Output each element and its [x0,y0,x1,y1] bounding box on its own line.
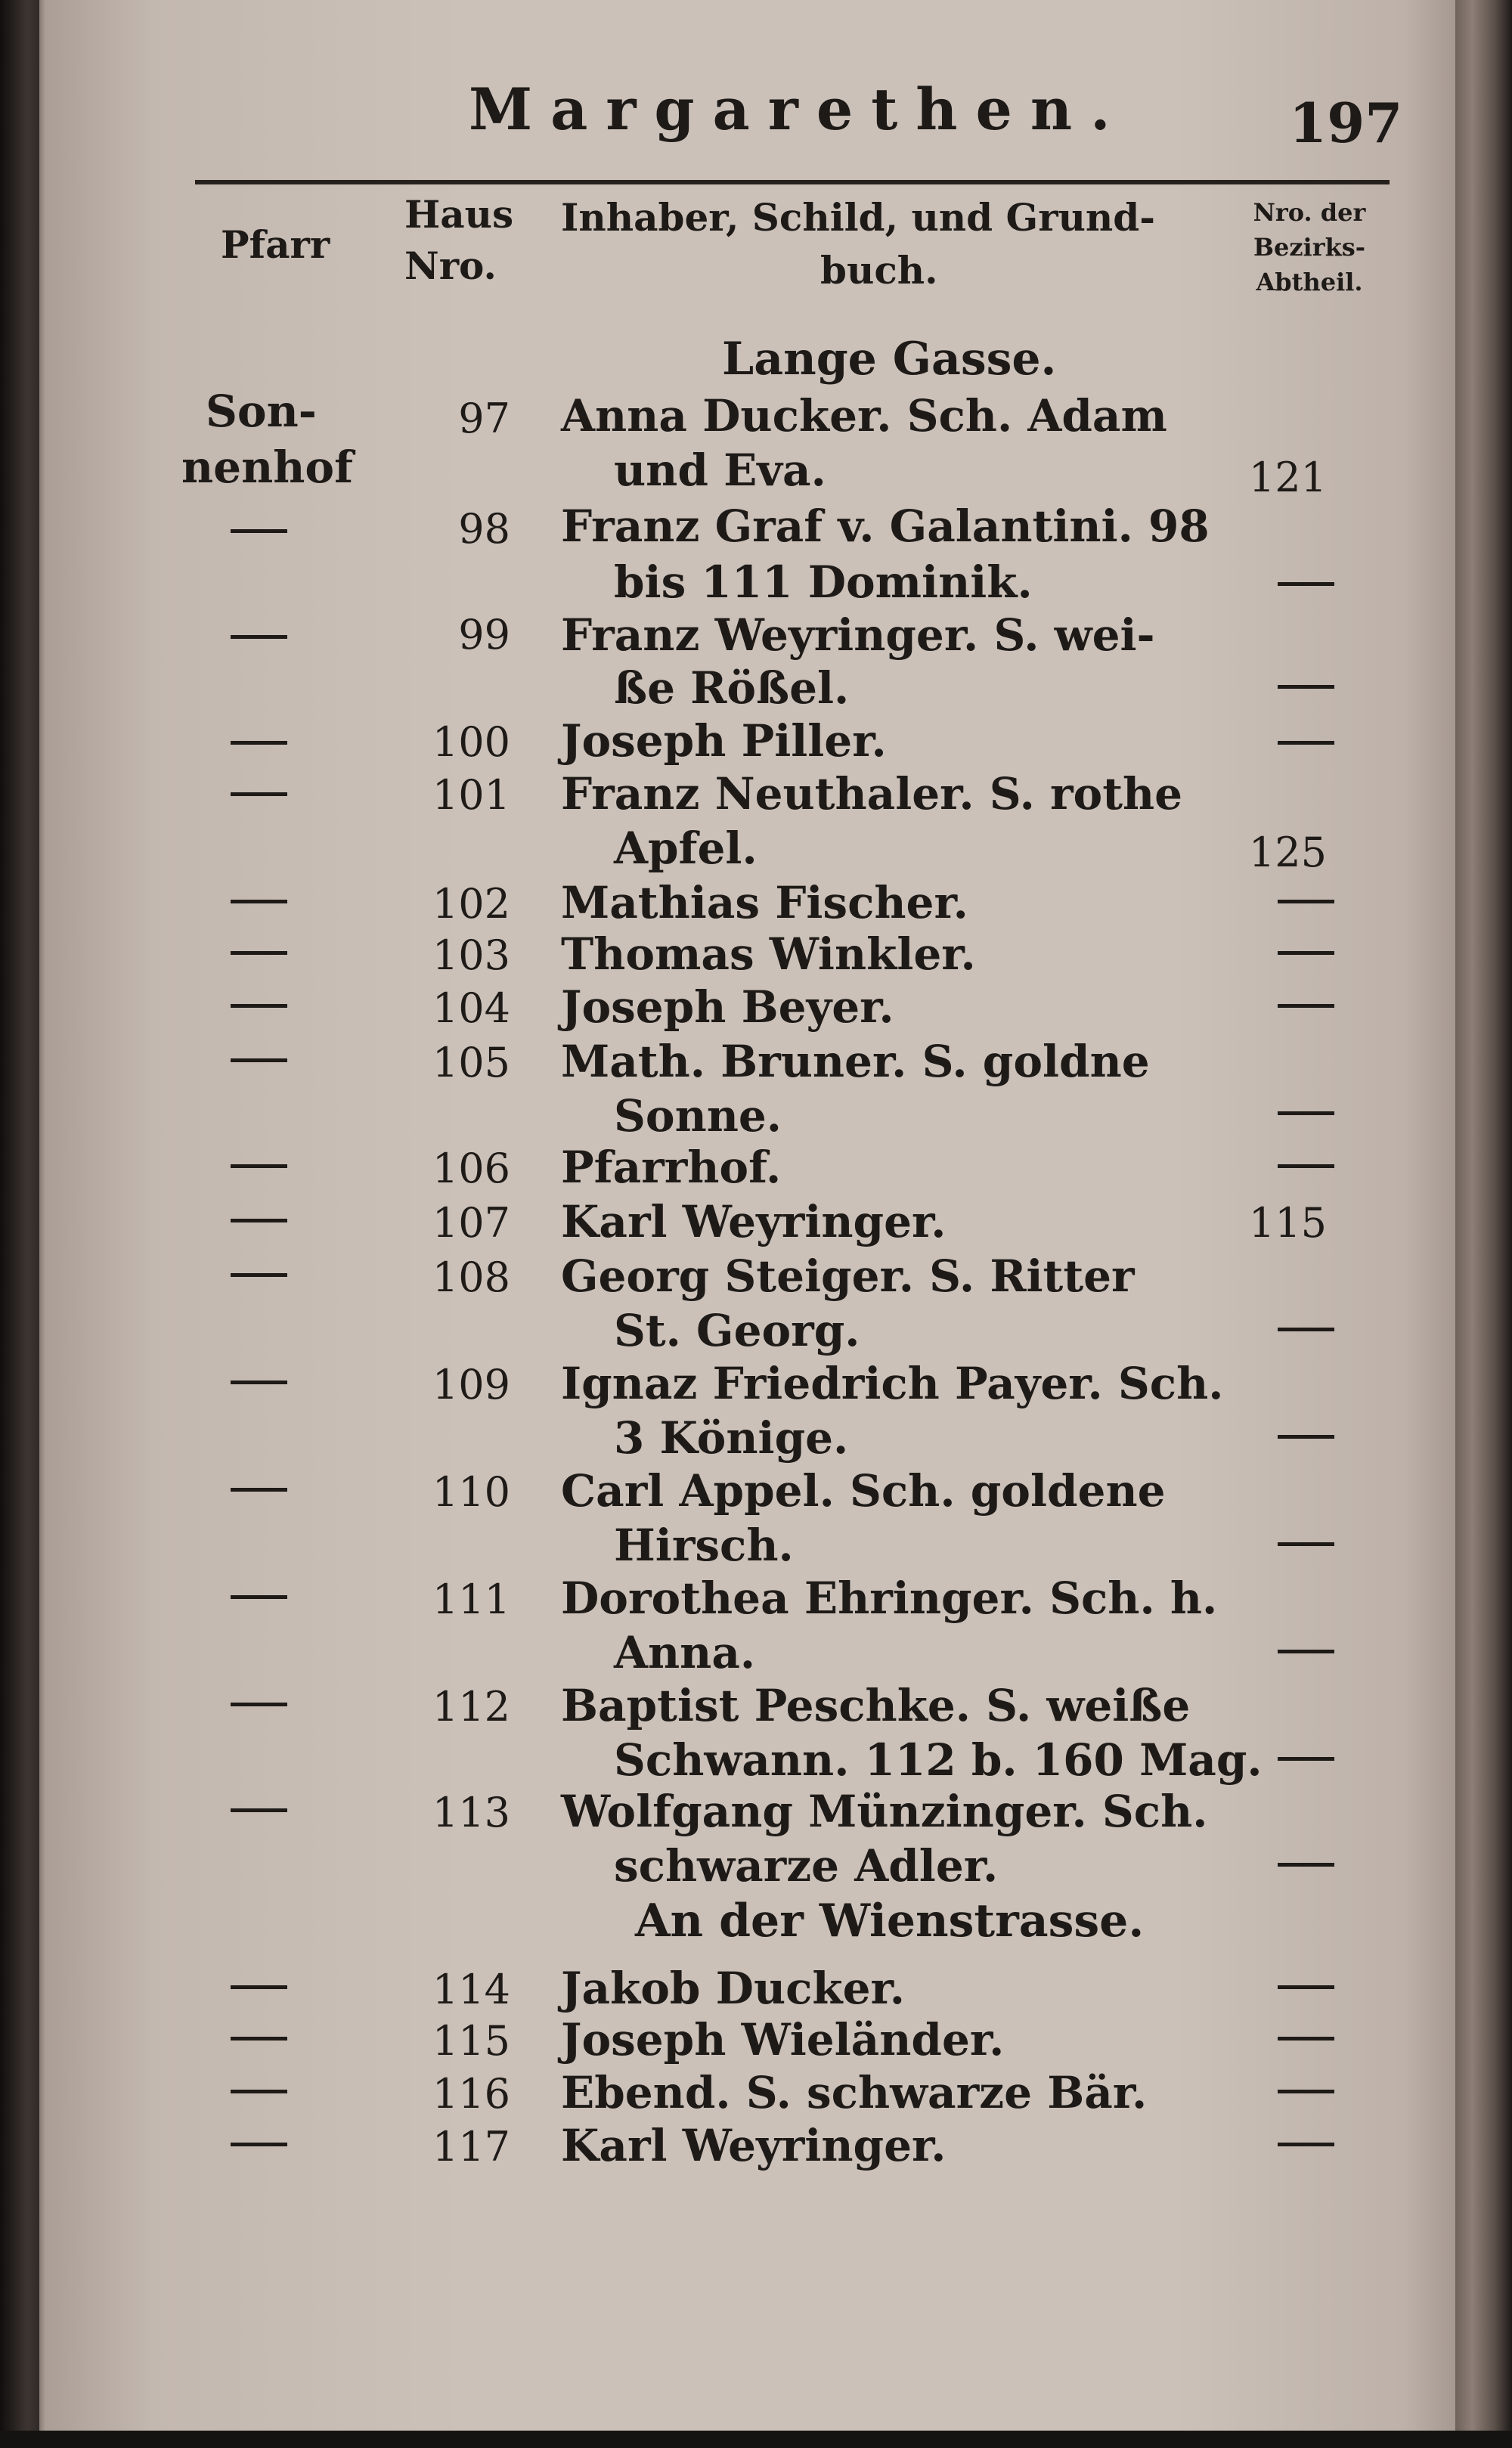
entry-text: Ignaz Friedrich Payer. Sch. [561,1358,1224,1409]
header-rule-top [195,180,1390,184]
ditto-dash [1278,1164,1334,1168]
ditto-dash [1278,1328,1334,1331]
entry-text: Karl Weyringer. [561,1196,947,1247]
entry-text: schwarze Adler. [614,1840,999,1892]
entry-text: Karl Weyringer. [561,2120,947,2171]
ditto-dash [231,1703,287,1706]
ditto-dash [1278,1985,1334,1989]
house-number: 116 [432,2070,510,2118]
entry-text: Ebend. S. schwarze Bär. [561,2067,1148,2118]
house-number: 117 [432,2123,510,2171]
entry-text: Schwann. 112 b. 160 Mag. [614,1734,1263,1786]
house-number: 114 [432,1966,510,2013]
ditto-dash [231,1595,287,1599]
house-number: 115 [432,2017,510,2065]
entry-text: Pfarrhof. [561,1142,782,1193]
column-head-inhaber-2: buch. [820,248,938,293]
ditto-dash [231,792,287,796]
entry-text: Wolfgang Münzinger. Sch. [561,1786,1208,1837]
house-number: 110 [432,1468,510,1516]
ditto-dash [1278,1111,1334,1115]
entry-text: bis 111 Dominik. [614,556,1033,608]
entry-text: ße Rößel. [614,662,850,714]
ditto-dash [231,1380,287,1384]
house-number: 113 [432,1789,510,1836]
house-number: 105 [432,1039,510,1086]
house-number: 103 [432,931,510,979]
ditto-dash [231,951,287,955]
ditto-dash [231,635,287,639]
ditto-dash [1278,1757,1334,1761]
entry-text: Franz Neuthaler. S. rothe [561,768,1183,820]
column-head-bezirk-3: Abtheil. [1256,268,1363,296]
ditto-dash [231,1488,287,1492]
house-number: 101 [432,771,510,819]
ditto-dash [231,1273,287,1277]
district-number: 115 [1248,1199,1327,1247]
ditto-dash [231,1985,287,1989]
entry-text: Anna. [614,1627,756,1678]
ditto-dash [1278,741,1334,745]
ditto-dash [1278,2143,1334,2146]
entry-text: Joseph Beyer. [561,981,894,1033]
entry-text: Baptist Peschke. S. weiße [561,1680,1191,1731]
ditto-dash [1278,951,1334,955]
ditto-dash [1278,1863,1334,1867]
ditto-dash [231,2037,287,2041]
column-head-haus-2: Nro. [404,243,497,288]
section-heading-wienstrasse: An der Wienstrasse. [635,1895,1145,1948]
entry-text: Franz Weyringer. S. wei- [561,609,1155,661]
ditto-dash [1278,1650,1334,1653]
house-number: 106 [432,1145,510,1192]
ditto-dash [231,529,287,533]
ditto-dash [1278,2037,1334,2041]
pfarr-name-2: nenhof [181,442,354,493]
entry-text: Anna Ducker. Sch. Adam [561,390,1167,442]
entry-text: Sonne. [614,1090,782,1142]
district-number: 125 [1248,829,1327,876]
running-head: Margarethen. [469,76,1129,143]
ditto-dash [231,1808,287,1812]
page-number: 197 [1289,91,1403,155]
house-number: 102 [432,880,510,928]
ditto-dash [1278,1542,1334,1546]
entry-text: Georg Steiger. S. Ritter [561,1250,1135,1302]
ditto-dash [231,1004,287,1008]
ditto-dash [231,2090,287,2093]
house-number: 107 [432,1199,510,1247]
ditto-dash [231,1164,287,1168]
entry-text: Thomas Winkler. [561,928,976,980]
column-head-inhaber-1: Inhaber, Schild, und Grund- [561,195,1155,240]
section-heading-lange-gasse: Lange Gasse. [722,333,1057,386]
house-number: 112 [432,1683,510,1731]
house-number: 104 [432,984,510,1032]
entry-text: und Eva. [614,445,826,496]
page-edge [1455,0,1512,2448]
ditto-dash [231,741,287,745]
house-number: 109 [432,1361,510,1408]
house-number: 98 [458,505,510,553]
entry-text: Franz Graf v. Galantini. 98 [561,500,1210,552]
ditto-dash [231,900,287,903]
house-number: 99 [458,611,510,658]
column-head-bezirk-2: Bezirks- [1253,233,1366,262]
entry-text: Apfel. [614,823,758,874]
ditto-dash [1278,1435,1334,1439]
entry-text: St. Georg. [614,1305,860,1356]
ditto-dash [1278,900,1334,903]
pfarr-name-1: Son- [206,386,317,437]
ditto-dash [1278,685,1334,689]
house-number: 100 [432,718,510,766]
ditto-dash [231,1058,287,1062]
entry-text: Jakob Ducker. [561,1963,905,2014]
ditto-dash [231,1219,287,1222]
ditto-dash [1278,1004,1334,1008]
binding-shadow [0,0,45,2448]
bottom-border [0,2431,1512,2448]
house-number: 111 [432,1576,510,1623]
entry-text: Joseph Piller. [561,715,887,767]
ditto-dash [1278,582,1334,586]
house-number: 108 [432,1253,510,1301]
ditto-dash [231,2143,287,2146]
entry-text: Carl Appel. Sch. goldene [561,1465,1166,1517]
entry-text: Hirsch. [614,1520,794,1571]
entry-text: Mathias Fischer. [561,877,968,928]
entry-text: Joseph Wieländer. [561,2014,1005,2065]
ditto-dash [1278,2090,1334,2093]
entry-text: Dorothea Ehringer. Sch. h. [561,1573,1218,1624]
column-head-haus-1: Haus [404,192,514,237]
district-number: 121 [1248,454,1327,501]
column-head-bezirk-1: Nro. der [1253,198,1366,227]
entry-text: 3 Könige. [614,1412,849,1464]
column-head-pfarr: Pfarr [221,222,330,267]
entry-text: Math. Bruner. S. goldne [561,1036,1150,1087]
house-number: 97 [458,395,510,442]
